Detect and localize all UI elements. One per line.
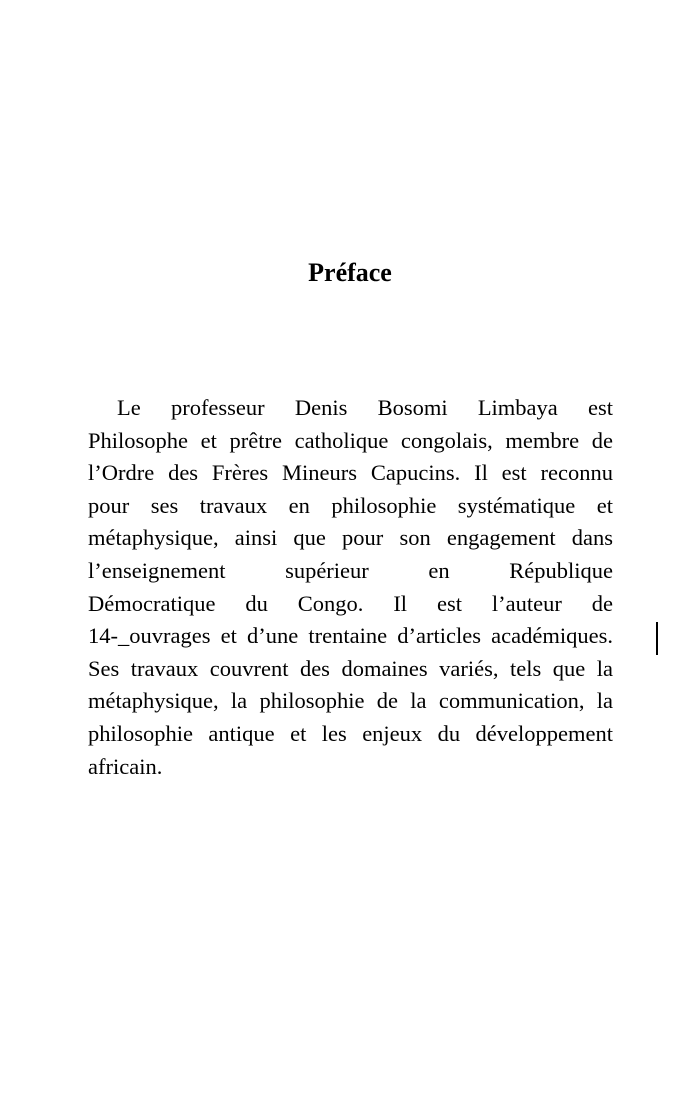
text-line: métaphysique, ainsi que pour son engagement dans: [88, 525, 613, 551]
text-line: 14-_ouvrages et d’une trentaine d’articles académiques.: [88, 623, 613, 649]
text-line: Démocratique du Congo. Il est l’auteur de: [88, 590, 613, 616]
preface-paragraph[interactable]: [88, 392, 613, 783]
text-line: Le professeur Denis Bosomi Limbaya est: [117, 395, 613, 420]
text-line: philosophie antique et les enjeux du développement: [88, 720, 613, 746]
text-line: pour ses travaux en philosophie systématique et: [88, 492, 613, 518]
text-cursor: [656, 622, 658, 655]
text-line: Ses travaux couvrent des domaines variés, tels que la: [88, 655, 613, 681]
text-line: métaphysique, la philosophie de la communication, la: [88, 688, 613, 714]
text-line: l’enseignement supérieur en République: [88, 557, 613, 583]
text-line: africain.: [88, 753, 163, 779]
text-line: l’Ordre des Frères Mineurs Capucins. Il est reconnu: [88, 460, 613, 486]
text-line: Philosophe et prêtre catholique congolais, membre de: [88, 427, 613, 453]
page-title: Préface: [308, 258, 392, 287]
